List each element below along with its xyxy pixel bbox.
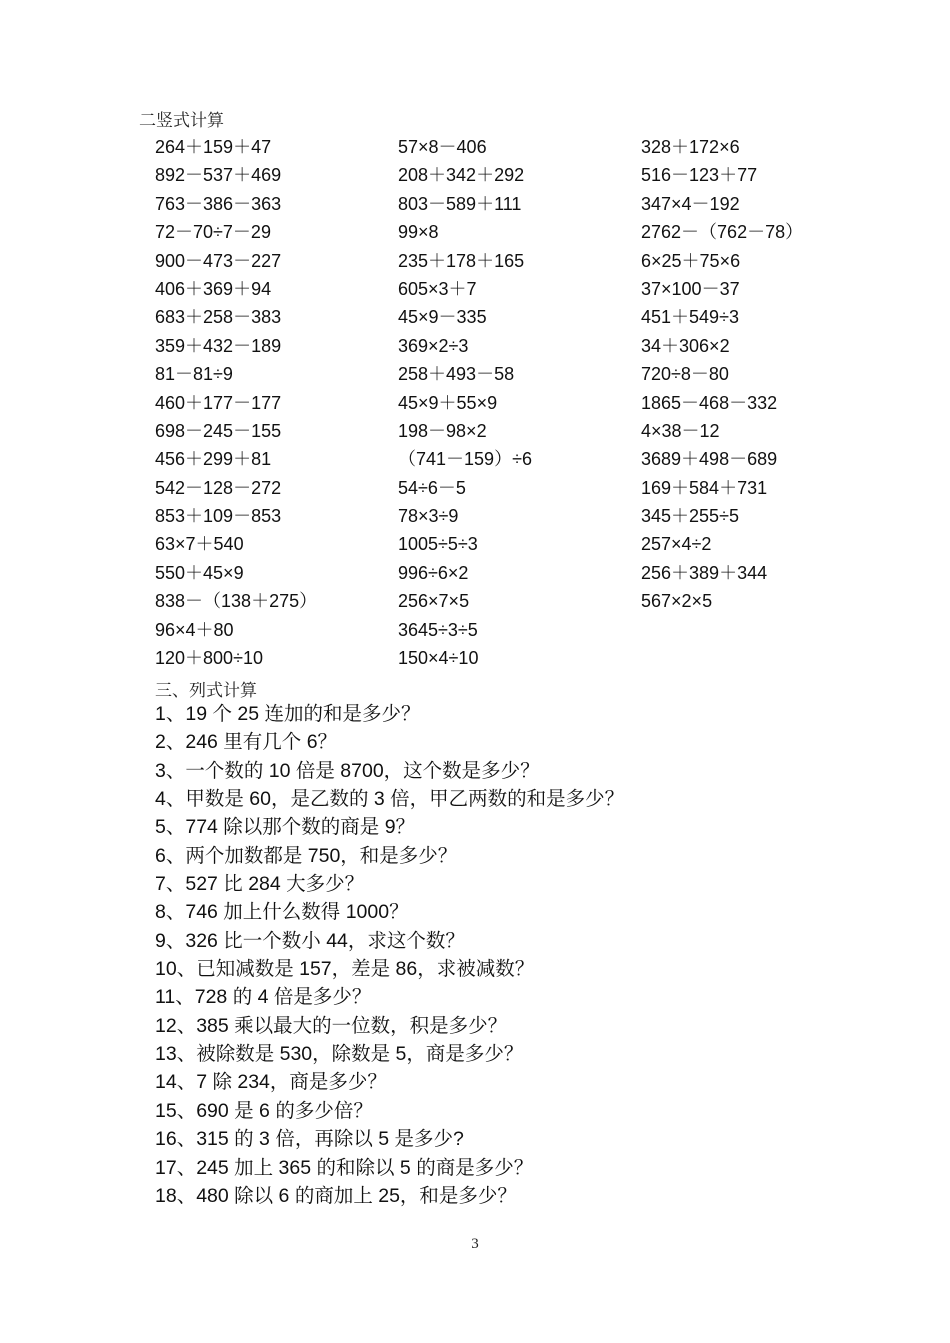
word-problem: 16、315 的 3 倍，再除以 5 是多少? (155, 1128, 464, 1151)
word-problem: 3、一个数的 10 倍是 8700，这个数是多少？ (155, 759, 540, 782)
expression: 34＋306×2 (641, 335, 730, 356)
expression: 150×4÷10 (398, 648, 479, 669)
expression: 54÷6－5 (398, 477, 466, 498)
expression: 803－589＋111 (398, 193, 522, 214)
expression: 63×7＋540 (155, 534, 244, 555)
expression: 235＋178＋165 (398, 250, 525, 271)
expression: 258＋493－58 (398, 364, 515, 385)
word-problem: 7、527 比 284 大多少？ (155, 873, 365, 896)
word-problem: 1、19 个 25 连加的和是多少？ (155, 703, 421, 725)
expression: 78×3÷9 (398, 506, 459, 527)
expression: 169＋584＋731 (641, 477, 768, 498)
expression: 892－537＋469 (155, 165, 282, 186)
expression: 120＋800÷10 (155, 648, 263, 669)
expression: 720÷8－80 (641, 364, 729, 385)
word-problem: 11、728 的 4 倍是多少？ (155, 986, 372, 1009)
expression: 3645÷3÷5 (398, 619, 478, 640)
expression: 208＋342＋292 (398, 165, 525, 186)
expression: 256＋389＋344 (641, 562, 768, 583)
expression: 683＋258－383 (155, 307, 282, 328)
expression: 900－473－227 (155, 250, 282, 271)
expression: 1865－468－332 (641, 392, 778, 413)
expression: 96×4＋80 (155, 619, 234, 640)
expression: 516－123＋77 (641, 165, 758, 186)
expression: 4×38－12 (641, 420, 720, 441)
expression-column-3 (641, 133, 803, 616)
expression: 45×9－335 (398, 307, 487, 328)
word-problem: 6、两个加数都是 750，和是多少？ (155, 844, 458, 867)
expression: 81－81÷9 (155, 364, 233, 385)
word-problem: 15、690 是 6 的多少倍？ (155, 1099, 373, 1122)
section-3-heading: 三、列式计算 (155, 681, 257, 701)
expression: 542－128－272 (155, 477, 282, 498)
word-problem: 8、746 加上什么数得 1000？ (155, 901, 409, 924)
expression: 198－98×2 (398, 420, 487, 441)
expression: 550＋45×9 (155, 562, 244, 583)
expression: 605×3＋7 (398, 278, 477, 299)
expression: 359＋432－189 (155, 335, 282, 356)
expression: 256×7×5 (398, 591, 470, 612)
word-problem: 2、246 里有几个 6？ (155, 731, 338, 754)
expression: 853＋109－853 (155, 506, 282, 527)
word-problem: 14、7 除 234，商是多少？ (155, 1071, 387, 1094)
expression: 451＋549÷3 (641, 307, 739, 328)
word-problem: 12、385 乘以最大的一位数，积是多少？ (155, 1014, 508, 1037)
expression: 3689＋498－689 (641, 449, 778, 470)
word-problem-list (155, 700, 855, 1210)
expression: （741－159）÷6 (398, 449, 532, 470)
expression: 1005÷5÷3 (398, 534, 478, 555)
expression: 264＋159＋47 (155, 137, 272, 157)
expression: 345＋255÷5 (641, 506, 739, 527)
expression: 567×2×5 (641, 591, 713, 612)
word-problem: 17、245 加上 365 的和除以 5 的商是多少？ (155, 1156, 534, 1179)
word-problem: 9、326 比一个数小 44，求这个数？ (155, 929, 465, 952)
expression-column-2 (398, 133, 532, 672)
expression: 347×4－192 (641, 193, 740, 214)
expression: 257×4÷2 (641, 534, 712, 555)
expression: 406＋369＋94 (155, 278, 272, 299)
expression: 996÷6×2 (398, 562, 469, 583)
word-problem: 4、甲数是 60，是乙数的 3 倍，甲乙两数的和是多少？ (155, 788, 625, 811)
expression: 369×2÷3 (398, 335, 469, 356)
expression: 838－（138＋275） (155, 591, 318, 612)
page-number: 3 (471, 1236, 479, 1252)
expression: 328＋172×6 (641, 137, 740, 157)
word-problem: 5、774 除以那个数的商是 9？ (155, 816, 416, 839)
word-problem: 13、被除数是 530，除数是 5，商是多少？ (155, 1043, 524, 1066)
expression: 763－386－363 (155, 193, 282, 214)
expression-column-1 (155, 133, 317, 672)
section-2-heading: 二竖式计算 (139, 111, 224, 131)
expression: 456＋299＋81 (155, 449, 272, 470)
expression: 460＋177－177 (155, 392, 282, 413)
word-problem: 10、已知减数是 157，差是 86，求被减数？ (155, 958, 535, 981)
expression: 72－70÷7－29 (155, 222, 271, 243)
expression: 6×25＋75×6 (641, 250, 741, 271)
expression: 698－245－155 (155, 420, 282, 441)
expression: 37×100－37 (641, 278, 740, 299)
expression: 2762－（762－78） (641, 222, 804, 243)
word-problem: 18、480 除以 6 的商加上 25，和是多少？ (155, 1184, 517, 1207)
expression: 99×8 (398, 222, 439, 243)
expression: 57×8－406 (398, 137, 487, 157)
expression: 45×9＋55×9 (398, 392, 498, 413)
